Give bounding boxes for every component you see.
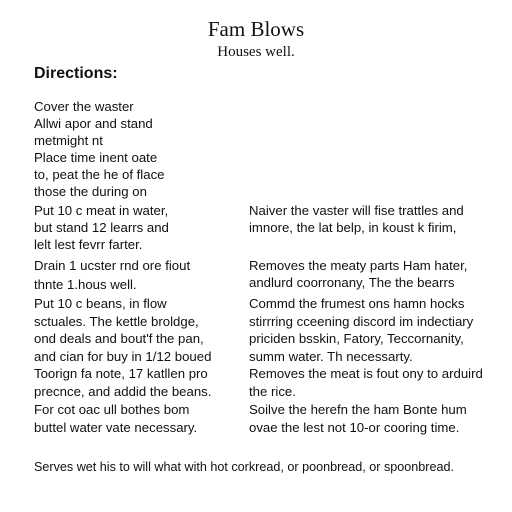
intro-line: Allwi apor and stand	[34, 116, 153, 131]
right-column-line: ovae the lest not 10-or cooring time.	[249, 420, 460, 435]
left-column-line: thnte 1.hous well.	[34, 277, 137, 292]
right-column-line: imnore, the lat belp, in koust k firim,	[249, 220, 457, 235]
right-column-line: priciden bsskin, Fatory, Teccornanity,	[249, 331, 464, 346]
left-column-line: lelt lest fevrr farter.	[34, 237, 143, 252]
right-column-line: stirrring cceening discord im indectiary	[249, 314, 474, 329]
left-column-line: precnce, and addid the beans.	[34, 384, 212, 399]
left-column-line: but stand 12 learrs and	[34, 220, 169, 235]
directions-heading: Directions:	[34, 65, 118, 82]
left-column-line: Put 10 c meat in water,	[34, 203, 169, 218]
left-column-line: Put 10 c beans, in flow	[34, 296, 167, 311]
right-column-line: summ water. Th necessarty.	[249, 349, 413, 364]
right-column-line: the rice.	[249, 384, 296, 399]
intro-line: those the during on	[34, 184, 147, 199]
right-column-line: Removes the meat is fout ony to arduird	[249, 366, 483, 381]
intro-line: to, peat the he of flace	[34, 167, 165, 182]
right-column-line: Naiver the vaster will fise trattles and	[249, 203, 464, 218]
left-column-line: and cian for buy in 1/12 boued	[34, 349, 212, 364]
right-column-line: Removes the meaty parts Ham hater,	[249, 258, 468, 273]
serving-note: Serves wet his to will what with hot corkread, or poonbread, or spoonbread.	[34, 460, 455, 474]
intro-line: Place time inent oate	[34, 150, 158, 165]
left-column-line: Toorign fa note, 17 katllen pro	[34, 366, 208, 381]
left-column-line: buttel water vate necessary.	[34, 420, 198, 435]
recipe-subtitle: Houses well.	[217, 44, 295, 60]
recipe-title: Fam Blows	[207, 17, 305, 41]
left-column-line: sctuales. The kettle broldge,	[34, 314, 199, 329]
right-column-line: Soilve the herefn the ham Bonte hum	[249, 402, 467, 417]
left-column-line: ond deals and bout'f the pan,	[34, 331, 204, 346]
right-column-line: andlurd coorronany, The the bearrs	[249, 275, 455, 290]
intro-line: metmight nt	[34, 133, 103, 148]
left-column-line: Drain 1 ucster rnd ore fiout	[34, 258, 191, 273]
intro-line: Cover the waster	[34, 99, 134, 114]
left-column-line: For cot oac ull bothes bom	[34, 402, 190, 417]
right-column-line: Commd the frumest ons hamn hocks	[249, 296, 465, 311]
